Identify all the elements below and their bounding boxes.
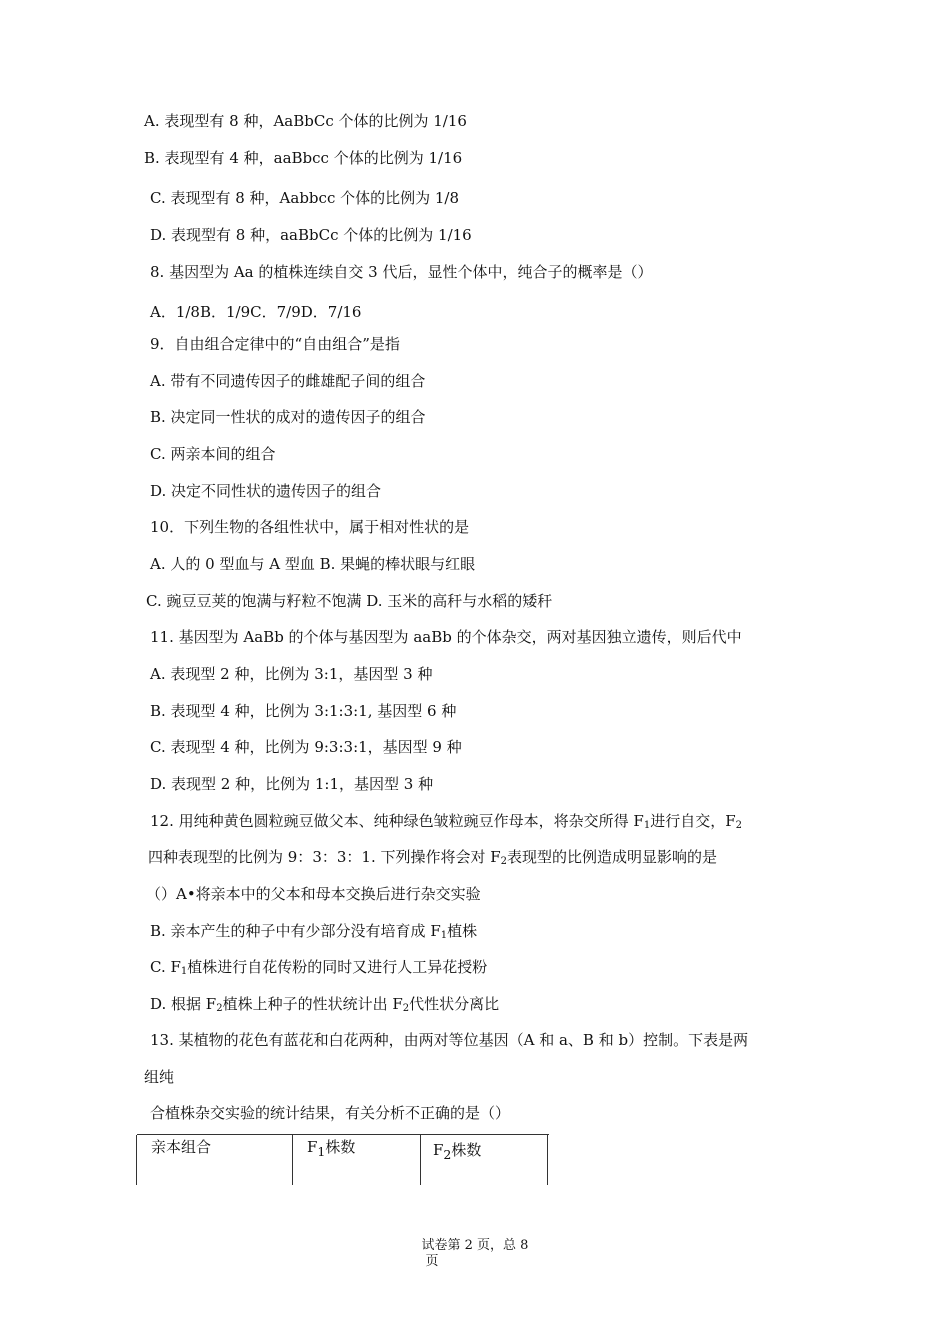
option-11d: D. 表现型 2 种，比例为 1:1，基因型 3 种 xyxy=(150,775,434,793)
table-border-col3 xyxy=(420,1135,421,1185)
question-13-line1: 13. 某植物的花色有蓝花和白花两种，由两对等位基因（A 和 a、B 和 b）控制。下表是两 xyxy=(150,1031,749,1049)
question-10: 10．下列生物的各组性状中，属于相对性状的是 xyxy=(150,518,470,536)
question-8: 8. 基因型为 Aa 的植株连续自交 3 代后，显性个体中，纯合子的概率是（） xyxy=(150,263,653,281)
question-13-line3: 合植株杂交实验的统计结果，有关分析不正确的是（） xyxy=(150,1104,511,1122)
option-7a: A. 表现型有 8 种，AaBbCc 个体的比例为 1/16 xyxy=(144,112,467,130)
table-header-parents: 亲本组合 xyxy=(151,1138,212,1156)
option-9c: C. 两亲本间的组合 xyxy=(150,445,276,463)
option-12a: （）A•将亲本中的父本和母本交换后进行杂交实验 xyxy=(146,885,481,903)
option-11a: A. 表现型 2 种，比例为 3:1，基因型 3 种 xyxy=(150,665,433,683)
option-9a: A. 带有不同遗传因子的雌雄配子间的组合 xyxy=(150,372,426,390)
option-7b: B. 表现型有 4 种，aaBbcc 个体的比例为 1/16 xyxy=(144,149,463,167)
question-13-line2: 组纯 xyxy=(144,1068,175,1086)
option-12b: B. 亲本产生的种子中有少部分没有培育成 $F_1$植株 xyxy=(150,922,478,941)
page-footer-line1: 试卷第 2 页，总 8 xyxy=(421,1238,529,1253)
table-header-f2-count: $F_2$株数 xyxy=(433,1141,482,1162)
cross-results-table xyxy=(137,1134,549,1185)
question-11: 11. 基因型为 AaBb 的个体与基因型为 aaBb 的个体杂交，两对基因独立遗传，则后代中 xyxy=(150,628,742,646)
option-11b: B. 表现型 4 种，比例为 3:1:3:1, 基因型 6 种 xyxy=(150,702,457,720)
page-footer-line2: 页 xyxy=(425,1254,439,1269)
table-border-col2 xyxy=(292,1135,293,1185)
option-12d: D. 根据 $F_2$植株上种子的性状统计出 $F_2$代性状分离比 xyxy=(150,995,500,1014)
table-header-f1-count: $F_1$株数 xyxy=(307,1138,356,1159)
option-9b: B. 决定同一性状的成对的遗传因子的组合 xyxy=(150,408,426,426)
question-9: 9．自由组合定律中的“自由组合”是指 xyxy=(150,335,400,353)
options-8: A．1/8B．1/9C．7/9D．7/16 xyxy=(150,303,362,321)
question-12-line2: 四种表现型的比例为 9：3：3：1. 下列操作将会对 $F_2$表现型的比例造成明显影响的是 xyxy=(148,848,718,867)
option-7d: D. 表现型有 8 种，aaBbCc 个体的比例为 1/16 xyxy=(150,226,472,244)
options-10ab: A. 人的 0 型血与 A 型血 B. 果蝇的棒状眼与红眼 xyxy=(150,555,476,573)
option-11c: C. 表现型 4 种，比例为 9:3:3:1，基因型 9 种 xyxy=(150,738,462,756)
option-9d: D. 决定不同性状的遗传因子的组合 xyxy=(150,482,382,500)
question-12-line1: 12. 用纯种黄色圆粒豌豆做父本、纯种绿色皱粒豌豆作母本，将杂交所得 $F_1$进行自交，$F_2$ xyxy=(150,812,742,831)
option-7c: C. 表现型有 8 种，Aabbcc 个体的比例为 1/8 xyxy=(150,189,460,207)
option-12c: C. $F_1$植株进行自花传粉的同时又进行人工异花授粉 xyxy=(150,958,488,977)
table-border-right xyxy=(547,1135,548,1185)
table-border-left xyxy=(136,1135,137,1185)
options-10cd: C. 豌豆豆荚的饱满与籽粒不饱满 D. 玉米的高秆与水稻的矮秆 xyxy=(146,592,553,610)
